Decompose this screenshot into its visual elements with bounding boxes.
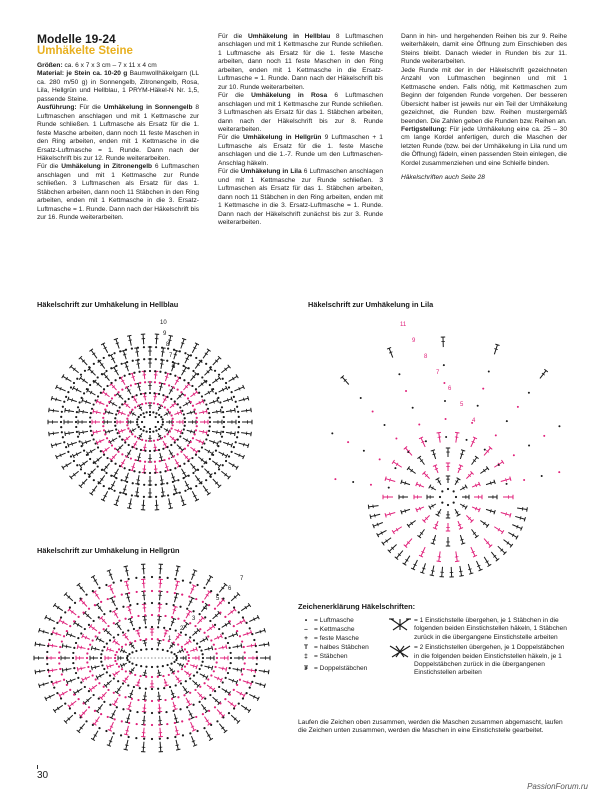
instructions-zitronengelb: Für die Umhäkelung in Zitronengelb 6 Luftmaschen anschlagen und mit 1 Kettmasche zur Runde schließen. 3 Luftmaschen als Ersatz für das 1. Stäbchen arbeiten, dann noch 11 Stäbchen in den Ring arbeiten, enden mit 1 Kettmasche in die 3. Ersatz-Luftmasche = 1. Runde. Dann nach der Häkelschrift bis zur 16. Runde weiterarbeiten. [37,163,199,222]
svg-text:10: 10 [160,320,167,326]
text-column-3 [401,33,567,183]
svg-text:6: 6 [448,386,452,392]
double-crochet-icon: ‡ [304,653,308,661]
finishing-paragraph: Fertigstellung: Für jede Umhäkelung eine ca. 25 – 30 cm lange Kordel anfertigen, durch die Maschen der letzten Runde (bzw. bei der Umhäkelung in Lila rund um die Öffnung) fädeln, einen passenden Stein einlegen, die Kordel zusammenziehen und eine Schleife binden. [401,125,567,167]
crossed-double-crochet-icon [386,617,414,631]
legend-item: T = halbes Stäbchen [298,644,388,653]
instructions-rosa: Für die Umhäkelung in Rosa 6 Luftmaschen anschlagen und mit 1 Kettmasche zur Runde schließen. 3 Luftmaschen als Ersatz für das 1. Stäbchen arbeiten, dann nach der Häkelschrift bis zur 8. Runde weiterarbeiten. [218,92,384,133]
svg-text:7: 7 [169,353,173,359]
page-number: 30 [37,770,49,781]
legend-crossed-stitches [386,617,570,680]
svg-text:5: 5 [216,596,220,602]
svg-text:9: 9 [163,331,167,337]
legend-item: = 2 Einstichstellen übergehen, je 1 Doppelstäbchen in die folgenden beiden Einstichstellen häkeln, je 1 Doppelstäbchen zurück in die übergangenen Einstichstellen arbeiten [386,644,570,678]
svg-text:9: 9 [412,338,416,344]
svg-text:6: 6 [172,364,176,370]
page-reference-note: Häkelschriften auch Seite 28 [401,174,485,182]
chain-stitch-icon: • [304,617,308,625]
page-subtitle: Umhäkelte Steine [37,45,133,57]
material-paragraph: Material: je Stein ca. 10-20 g Baumwollhäkelgarn (LL ca. 280 m/50 g) in Sonnengelb, Zitronengelb, Rosa, Lila, Hellgrün und Hellblau, 1 PRYM-Häkel-N Nr. 1,5, passende Steine. [37,70,199,103]
svg-text:11: 11 [400,322,407,328]
treble-crochet-icon: ₮ [303,665,309,673]
legend-item: + = feste Masche [298,635,388,644]
svg-text:3: 3 [192,616,196,622]
svg-text:6: 6 [228,586,232,592]
crochet-chart-hellgruen [30,558,285,758]
crossed-treble-crochet-icon [386,644,414,658]
watermark: PassionForum.ru [527,782,588,791]
svg-text:7: 7 [240,576,244,582]
legend-item: – = Kettmasche [298,626,388,635]
legend-item: ‡ = Stäbchen [298,653,388,662]
crochet-chart-lila [330,312,570,587]
sizes-paragraph: Größen: ca. 6 x 7 x 3 cm – 7 x 11 x 4 cm [37,62,157,69]
general-notes: Jede Runde mit der in der Häkelschrift gezeichneten Anzahl von Luftmaschen beginnen und mit 1 Kettmasche enden. Falls nötig, mit Kettmaschen zum Beginn der folgenden Runde vorgehen. Der besseren Übersicht halber ist jeweils nur ein Teil der Umhäkelung gezeichnet, die Runden bzw. Reihen mustergemäß beenden. Die Zahlen geben die Runden bzw. Reihen an. [401,66,567,125]
svg-text:7: 7 [436,370,440,376]
lila-continued: Dann in hin- und hergehenden Reihen bis zur 9. Reihe weiterhäkeln, damit eine Öffnung zum Einschieben des Steins bleibt. Danach wieder in Runden bis zur 11. Runde weiterarbeiten. [401,33,567,66]
legend-item: = 1 Einstichstelle übergehen, je 1 Stäbchen in die folgenden beiden Einstichstellen häkeln, 1 Stäbchen zurück in die übergangene Einstichstelle arbeiten [386,617,570,642]
instructions-lila: Für die Umhäkelung in Lila 6 Luftmaschen anschlagen und mit 1 Kettmasche zur Runde schließen. 3 Luftmaschen als Ersatz für das 1. Stäbchen arbeiten, dann noch 11 Stäbchen in den Ring arbeiten, enden mit 1 Kettmasche in die 3. Ersatz-Luftmasche = 1. Runde. Dann nach der Häkelschrift zunächst bis zur 3. Runde weiterarbeiten. [218,168,383,226]
crochet-chart-hellblau [30,312,285,527]
svg-text:8: 8 [166,342,170,348]
slip-stitch-icon: – [304,626,308,634]
svg-text:2: 2 [180,626,184,632]
legend-item: ₮ = Doppelstäbchen [298,665,388,674]
diagram-title-lila: Häkelschrift zur Umhäkelung in Lila [308,300,434,309]
svg-text:5: 5 [460,402,464,408]
instructions-hellblau: Für die Umhäkelung in Hellblau 8 Luftmaschen anschlagen und mit 1 Kettmasche zur Runde schließen. 1 Luftmasche als Ersatz für die 1. feste Masche arbeiten, dann noch 11 feste Maschen in den Ring arbeiten, enden mit 1 Kettmasche in die Ersatz-Luftmasche = 1. Runde. Dann nach der Häkelschrift bis zur 10. Runde weiterarbeiten. [218,33,383,91]
page-rule [37,765,38,769]
legend-title: Zeichenerklärung Häkelschriften: [298,602,416,611]
chart-legend [298,602,570,735]
diagram-title-hellgruen: Häkelschrift zur Umhäkelung in Hellgrün [37,546,180,555]
svg-text:8: 8 [424,354,428,360]
svg-text:1: 1 [168,636,172,642]
instructions-sonnengelb: Ausführung: Für die Umhäkelung in Sonnengelb 8 Luftmaschen anschlagen und mit 1 Kettmasche zur Runde schließen. 1 Luftmasche als Ersatz für die 1. feste Masche arbeiten, dann noch 11 feste Maschen in den Ring arbeiten, enden mit 1 Kettmasche in die Ersatz-Luftmasche = 1. Runde. Dann nach der Häkelschrift bis zur 12. Runde weiterarbeiten. [37,104,200,162]
instructions-hellgruen: Für die Umhäkelung in Hellgrün 9 Luftmaschen + 1 Luftmasche als Ersatz für die 1. feste Masche anschlagen und die 1.-7. Runde um den Luftmaschen-Anschlag häkeln. [218,134,383,167]
diagram-title-hellblau: Häkelschrift zur Umhäkelung in Hellblau [37,300,179,309]
text-column-1 [37,33,199,223]
single-crochet-icon: + [304,635,308,643]
legend-item: • = Luftmasche [298,617,388,626]
svg-text:4: 4 [204,606,208,612]
legend-footnote: Laufen die Zeichen oben zusammen, werden die Maschen zusammen abgemascht, laufen die Zeichen unten zusammen, werden die Maschen in eine Einstichstelle gearbeitet. [298,719,563,735]
svg-text:4: 4 [472,418,476,424]
page-title: Modelle 19-24 [37,32,116,46]
half-double-crochet-icon: T [303,644,309,652]
text-column-2 [218,33,383,227]
legend-symbols-list [298,617,388,674]
